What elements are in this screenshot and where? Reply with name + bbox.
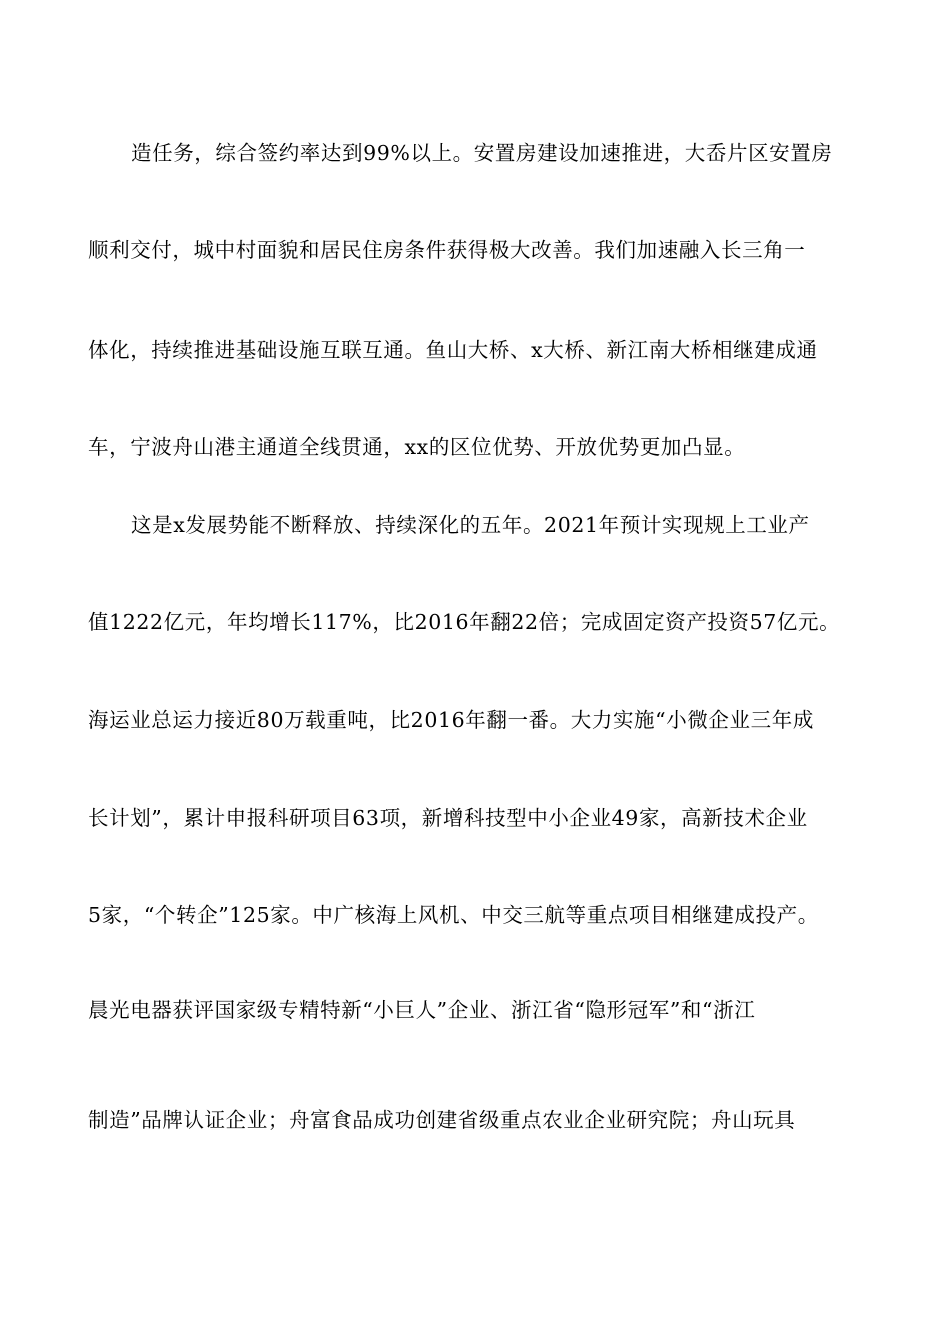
paragraph-1-line-2: 顺利交付，城中村面貌和居民住房条件获得极大改善。我们加速融入长三角一 (88, 238, 806, 262)
paragraph-2-line-6: 晨光电器获评国家级专精特新“小巨人”企业、浙江省“隐形冠军”和“浙江 (88, 998, 756, 1022)
paragraph-2-line-3: 海运业总运力接近80万载重吨，比2016年翻一番。大力实施“小微企业三年成 (88, 708, 814, 732)
paragraph-2-line-1: 这是x发展势能不断释放、持续深化的五年。2021年预计实现规上工业产 (131, 513, 810, 537)
paragraph-2-line-4: 长计划”，累计申报科研项目63项，新增科技型中小企业49家，高新技术企业 (88, 806, 808, 830)
paragraph-2-line-5: 5家，“个转企”125家。中广核海上风机、中交三航等重点项目相继建成投产。 (88, 903, 819, 927)
paragraph-1-line-1: 造任务，综合签约率达到99%以上。安置房建设加速推进，大岙片区安置房 (131, 141, 833, 165)
paragraph-2-line-2: 值1222亿元，年均增长117%，比2016年翻22倍；完成固定资产投资57亿元。 (88, 610, 841, 634)
paragraph-1-line-3: 体化，持续推进基础设施互联互通。鱼山大桥、x大桥、新江南大桥相继建成通 (88, 338, 818, 362)
paragraph-2-line-7: 制造”品牌认证企业；舟富食品成功创建省级重点农业企业研究院；舟山玩具 (88, 1108, 796, 1132)
paragraph-1-line-4: 车，宁波舟山港主通道全线贯通，xx的区位优势、开放优势更加凸显。 (88, 435, 746, 459)
